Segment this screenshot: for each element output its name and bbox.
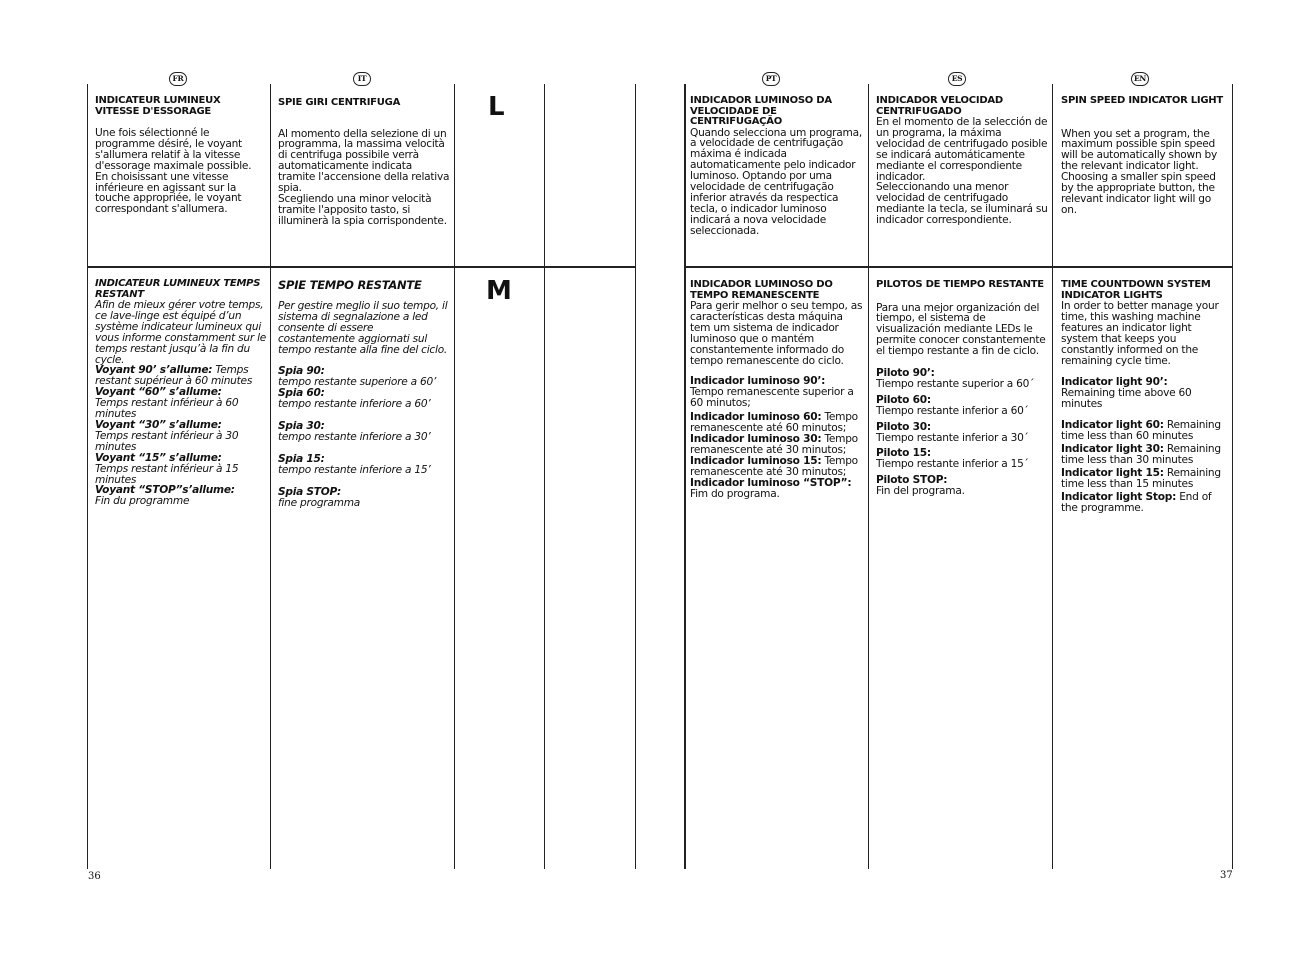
indicator-label: Indicator light 60: [1061,419,1164,432]
indicator-entry [1061,492,1229,514]
indicator-text: tempo restante superiore a 60’ [278,376,437,389]
indicator-text: Temps restant inférieur à 30 minutes [95,429,239,453]
indicator-text: Temps restant supérieur à 60 minutes [95,364,253,388]
section-letter-m: M [486,276,512,306]
indicator-label: Voyant “STOP”s’allume: [95,484,235,497]
indicator-text: tempo restante inferiore a 30’ [278,430,431,443]
paragraph: Scegliendo una minor velocità tramite l'apposito tasto, si illuminerà la spia corrispondente. [278,192,447,227]
indicator-entry [690,412,864,434]
language-badge-es: ES [948,72,966,86]
indicator-text: Tiempo restante inferior a 15´ [876,458,1029,471]
es-spin-speed-section [876,96,1048,226]
indicator-label: Indicator light 90’: [1061,376,1168,389]
indicator-label: Indicator light 30: [1061,442,1164,455]
section-heading: PILOTOS DE TIEMPO RESTANTE [876,279,1044,290]
paragraph: Afin de mieux gérer votre temps, ce lave-linge est équipé d’un système indicateur lumineux qui vous informe constamment sur le temps restant jusqu’à la fin du cycle. [95,299,267,366]
column-rule [868,84,869,869]
section-heading: INDICADOR VELOCIDAD CENTRIFUGADO [876,95,1003,117]
section-heading: INDICATEUR LUMINEUX VITESSE D'ESSORAGE [95,95,221,117]
indicator-text: Fim do programa. [690,487,780,500]
column-rule [454,84,455,869]
section-heading: SPIE TEMPO RESTANTE [278,278,422,292]
paragraph: When you set a program, the maximum possible spin speed will be automatically shown by the relevant indicator light. [1061,127,1218,173]
language-badge-it: IT [353,72,371,86]
section-heading: SPIE GIRI CENTRIFUGA [278,97,401,108]
pt-spin-speed-section [690,96,864,237]
section-heading: TIME COUNTDOWN SYSTEM INDICATOR LIGHTS [1061,279,1211,301]
indicator-label: Piloto 90’: [876,367,935,380]
paragraph: Quando selecciona um programa, a velocidade de centrifugação máxima é indicada automaticamente pelo indicador luminoso. Optando por uma velocidade de centrifugação inferior através da respectica tecla, o indicador luminoso indicará a nova velocidade seleccionada. [690,126,862,237]
section-heading: SPIN SPEED INDICATOR LIGHT [1061,95,1223,106]
indicator-label: Piloto STOP: [876,474,948,487]
indicator-text: tempo restante inferiore a 15’ [278,463,431,476]
indicator-text: Tempo remanescente até 30 minutos; [690,432,858,456]
column-rule [87,84,88,869]
column-rule [1052,84,1053,869]
row-separator-right [684,266,1233,268]
indicator-text: Tempo remanescente até 30 minutos; [690,454,858,478]
indicator-label: Spia 15: [278,452,325,465]
indicator-text: Tempo remanescente até 60 minutos; [690,411,858,435]
section-letter-l: L [488,92,505,122]
indicator-text: End of the programme. [1061,490,1212,514]
indicator-label: Voyant “15” s’allume: [95,451,222,464]
paragraph: In order to better manage your time, this washing machine features an indicator light system that keeps you constantly informed on the remaining cycle time. [1061,300,1219,367]
section-heading: INDICADOR LUMINOSO DO TEMPO REMANESCENTE [690,279,833,301]
indicator-entry [95,365,267,387]
indicator-label: Voyant “60” s’allume: [95,386,222,399]
indicator-label: Piloto 15: [876,447,931,460]
indicator-label: Indicador luminoso 90’: [690,375,826,388]
indicator-label: Piloto 30: [876,420,931,433]
indicator-entry [690,456,864,478]
indicator-entry [1061,444,1229,466]
paragraph: Al momento della selezione di un programma, la massima velocità di centrifuga possibile verrà automaticamente indicata tramite l'accensione della relativa spia. [278,127,450,195]
indicator-entry [1061,468,1229,490]
indicator-text: Fin du programme [95,495,190,508]
indicator-text: fine programma [278,496,361,509]
indicator-label: Spia 60: [278,387,325,400]
indicator-label: Indicador luminoso “STOP”: [690,476,852,489]
indicator-text: Remaining time less than 60 minutes [1061,419,1221,443]
page-number-left: 36 [88,871,101,882]
indicator-label: Spia 90: [278,365,325,378]
section-heading: INDICATEUR LUMINEUX TEMPS RESTANT [95,278,261,300]
row-separator-left [87,266,635,268]
indicator-label: Indicator light 15: [1061,466,1164,479]
indicator-label: Spia STOP: [278,485,342,498]
indicator-text: Temps restant inférieur à 15 minutes [95,462,239,486]
indicator-text: Remaining time less than 30 minutes [1061,442,1221,466]
language-badge-en: EN [1131,72,1149,86]
column-rule [1232,84,1233,869]
page-number-right: 37 [1220,870,1233,881]
column-rule [684,84,686,869]
indicator-text: Tiempo restante inferior a 30´ [876,431,1029,444]
indicator-text: Tiempo restante superior a 60´ [876,377,1035,390]
indicator-label: Indicador luminoso 60: [690,411,822,424]
indicator-text: Tempo remanescente superior a 60 minutos; [690,386,854,410]
indicator-text: tempo restante inferiore a 60’ [278,398,431,411]
indicator-text: Temps restant inférieur à 60 minutes [95,397,239,421]
pt-time-remaining-section [690,280,864,499]
indicator-label: Voyant 90’ s’allume: [95,364,213,377]
indicator-label: Indicator light Stop: [1061,490,1177,503]
fr-spin-speed-section [95,96,267,215]
indicator-text: Fin del programa. [876,485,965,498]
indicator-entry [690,434,864,456]
indicator-text: Remaining time less than 15 minutes [1061,466,1221,490]
es-time-remaining-section [876,280,1048,497]
paragraph: En choisissant une vitesse inférieure en agissant sur la touche appropriée, le voyant correspondant s'allumera. [95,170,242,216]
paragraph: En el momento de la selección de un programa, la máxima velocidad de centrifugado posible se indicará automáticamente mediante el correspondiente indicador. [876,116,1048,183]
paragraph: Para una mejor organización del tiempo, el sistema de visualización mediante LEDs le permite conocer constantemente el tiempo restante a fin de ciclo. [876,301,1046,358]
en-spin-speed-section [1061,96,1229,216]
it-spin-speed-section [278,98,450,227]
language-badge-fr: FR [169,72,187,86]
paragraph: Seleccionando una menor velocidad de centrifugado mediante la tecla, se iluminará su indicador correspondiente. [876,181,1048,227]
indicator-label: Indicador luminoso 15: [690,454,822,467]
indicator-entry [690,478,864,500]
indicator-text: Remaining time above 60 minutes [1061,387,1192,411]
indicator-label: Voyant “30” s’allume: [95,418,222,431]
paragraph: Une fois sélectionné le programme désiré, le voyant s'allumera relatif à la vitesse d'essorage maximale possible. [95,127,252,172]
indicator-label: Piloto 60: [876,393,931,406]
paragraph: Choosing a smaller spin speed by the appropriate button, the relevant indicator light will go on. [1061,171,1216,216]
indicator-label: Indicador luminoso 30: [690,432,822,445]
column-rule [270,84,271,869]
indicator-entry [1061,420,1229,442]
en-time-remaining-section [1061,280,1229,513]
indicator-text: Tiempo restante inferior a 60´ [876,404,1029,417]
paragraph: Para gerir melhor o seu tempo, as características desta máquina tem um sistema de indicador luminoso que o mantém constantemente informado do tempo remanescente do ciclo. [690,300,863,367]
paragraph: Per gestire meglio il suo tempo, il sistema di segnalazione a led consente di essere costantemente aggiornati sul tempo restante alla fine del ciclo. [278,299,448,356]
section-heading: INDICADOR LUMINOSO DA VELOCIDADE DE CENTRIFUGAÇÃO [690,95,832,127]
language-badge-pt: PT [762,72,780,86]
indicator-label: Spia 30: [278,420,325,433]
column-rule [635,84,636,869]
fr-time-remaining-section [95,279,267,507]
it-time-remaining-section [278,280,450,509]
column-rule [544,84,545,869]
